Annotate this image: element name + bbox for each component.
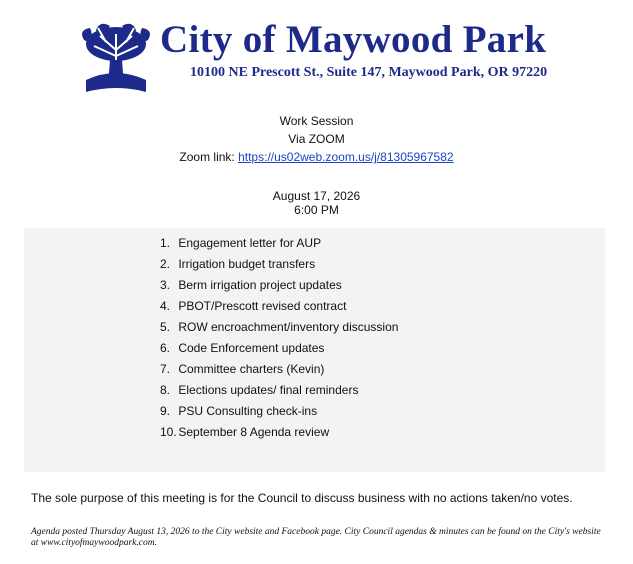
agenda-item-number: 5. <box>160 320 171 334</box>
agenda-item-text: PSU Consulting check-ins <box>178 404 318 418</box>
zoom-line <box>0 148 633 166</box>
agenda-item-text: PBOT/Prescott revised contract <box>178 299 347 313</box>
agenda-item <box>160 338 398 359</box>
agenda-item-number: 9. <box>160 404 171 418</box>
agenda-item <box>160 296 398 317</box>
agenda-item <box>160 422 398 443</box>
agenda-item-text: Elections updates/ final reminders <box>178 383 359 397</box>
meeting-date: August 17, 2026 <box>272 189 361 203</box>
agenda-item-number: 7. <box>160 362 171 376</box>
agenda-item-text: Engagement letter for AUP <box>178 236 322 250</box>
agenda-item <box>160 254 398 275</box>
agenda-item-text: Committee charters (Kevin) <box>178 362 325 376</box>
agenda-item-text: Irrigation budget transfers <box>178 257 316 271</box>
agenda-item-text: September 8 Agenda review <box>178 425 330 439</box>
zoom-link[interactable]: https://us02web.zoom.us/j/81305967582 <box>238 150 454 164</box>
agenda-item-number: 8. <box>160 383 171 397</box>
meeting-type: Work Session <box>279 114 354 128</box>
agenda-item <box>160 401 398 422</box>
agenda-item-number: 3. <box>160 278 171 292</box>
agenda-item-number: 10. <box>160 425 177 439</box>
agenda-item <box>160 275 398 296</box>
posting-note: Agenda posted Thursday August 13, 2026 to the City website and Facebook page. City Council agendas & minutes can be found on the City's website at www.cityofmaywoodpark.com. <box>31 527 601 548</box>
agenda-list <box>160 233 398 443</box>
agenda-item-text: ROW encroachment/inventory discussion <box>178 320 399 334</box>
meeting-format: Via ZOOM <box>288 132 345 146</box>
agenda-item <box>160 380 398 401</box>
meeting-purpose-note: The sole purpose of this meeting is for the Council to discuss business with no actions taken/no votes. <box>31 491 573 505</box>
meeting-datetime <box>0 189 633 217</box>
agenda-item <box>160 233 398 254</box>
agenda-item <box>160 359 398 380</box>
agenda-item-number: 1. <box>160 236 171 250</box>
city-name: City of Maywood Park <box>160 18 547 61</box>
agenda-item-number: 6. <box>160 341 171 355</box>
agenda-item-text: Berm irrigation project updates <box>178 278 342 292</box>
agenda-item-number: 4. <box>160 299 171 313</box>
letterhead <box>70 12 550 102</box>
meeting-time: 6:00 PM <box>294 203 339 217</box>
tree-logo-icon <box>76 20 156 100</box>
agenda-item <box>160 317 398 338</box>
agenda-item-number: 2. <box>160 257 171 271</box>
zoom-label: Zoom link: <box>179 150 239 164</box>
agenda-item-text: Code Enforcement updates <box>178 341 325 355</box>
meeting-details <box>0 112 633 166</box>
city-address: 10100 NE Prescott St., Suite 147, Maywood Park, OR 97220 <box>190 65 548 80</box>
agenda-panel <box>24 228 605 472</box>
